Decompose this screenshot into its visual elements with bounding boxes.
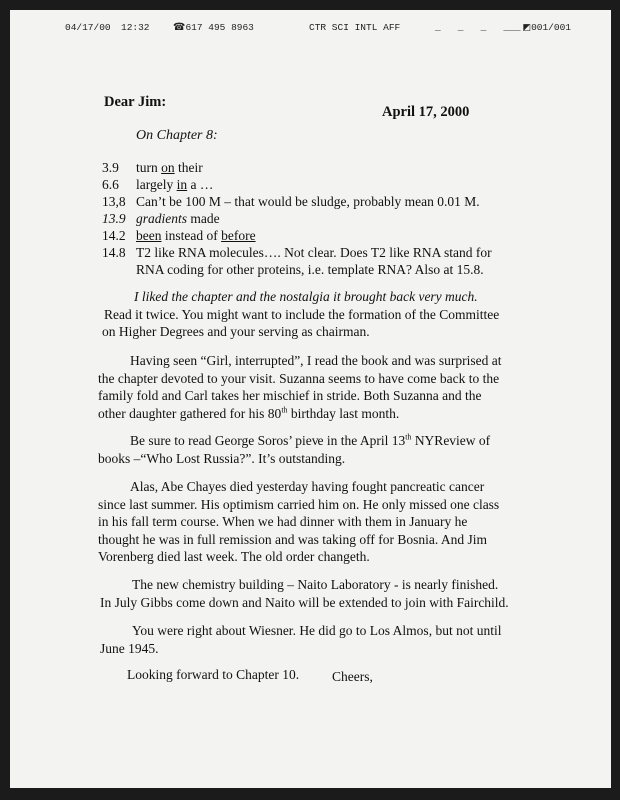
line-text: birthday last month. bbox=[287, 405, 400, 421]
correction-text: instead of bbox=[161, 228, 222, 243]
paragraph-line: in his fall term course. When we had dinner with them in January he bbox=[98, 514, 468, 529]
correction-text: T2 like RNA molecules…. Not clear. Does T2 like RNA stand for bbox=[136, 245, 492, 260]
correction-number: 13.9 bbox=[102, 211, 126, 226]
correction-row bbox=[102, 194, 480, 210]
paragraph-line: thought he was in full remission and was taking off for Bosnia. And Jim bbox=[98, 531, 487, 547]
chapter-heading: On Chapter 8: bbox=[136, 128, 218, 143]
correction-underlined: on bbox=[161, 160, 175, 175]
signoff bbox=[332, 668, 373, 686]
correction-italic: gradients bbox=[136, 211, 188, 226]
paragraph-chemistry-building bbox=[100, 576, 509, 611]
paragraph-chapter-feedback bbox=[102, 288, 499, 341]
fax-date: 04/17/00 bbox=[65, 22, 111, 33]
correction-row bbox=[102, 160, 203, 176]
paragraph-line: since last summer. His optimism carried him on. He only missed one class bbox=[98, 496, 500, 512]
correction-text: their bbox=[174, 160, 203, 175]
letter-date: April 17, 2000 bbox=[382, 104, 470, 120]
paragraph-wiesner bbox=[100, 622, 501, 657]
correction-row bbox=[102, 211, 220, 227]
closing-text: Looking forward to Chapter 10. bbox=[127, 667, 300, 682]
greeting: Dear Jim: bbox=[104, 94, 167, 110]
correction-row bbox=[102, 245, 492, 261]
paragraph-soros bbox=[98, 432, 490, 467]
paragraph-girl-interrupted bbox=[98, 352, 502, 422]
correction-number: 14.2 bbox=[102, 228, 126, 243]
line-text: e in the April 13 bbox=[317, 433, 406, 448]
correction-row-continued bbox=[102, 262, 484, 278]
fax-page-count bbox=[523, 22, 571, 33]
correction-text: Can’t be 100 M – that would be sludge, probably mean 0.01 M. bbox=[136, 194, 480, 209]
fax-phone-number: 617 495 8963 bbox=[185, 22, 254, 33]
paragraph-line: I liked the chapter and the nostalgia it brought back very much. bbox=[134, 289, 478, 304]
fax-blank-lines: _ _ _ ___ bbox=[435, 22, 521, 33]
typo-overstrike: v bbox=[311, 433, 318, 448]
paragraph-line: family fold and Carl takes her mischief in stride. Both Suzanna and the bbox=[98, 388, 482, 403]
paragraph-line: You were right about Wiesner. He did go to Los Almos, but not until bbox=[132, 623, 502, 638]
signoff-text: Cheers, bbox=[332, 669, 373, 684]
correction-text: RNA coding for other proteins, i.e. template RNA? Also at 15.8. bbox=[136, 262, 484, 277]
paragraph-line bbox=[98, 405, 502, 423]
paragraph-line: books –“Who Lost Russia?”. It’s outstanding. bbox=[98, 450, 346, 466]
line-text: other daughter gathered for his 80 bbox=[98, 405, 282, 421]
fax-phone bbox=[173, 22, 254, 33]
paragraph-line bbox=[98, 432, 490, 450]
paragraph-line: Having seen “Girl, interrupted”, I read the book and was surprised at bbox=[130, 353, 502, 368]
telephone-icon: ☎ bbox=[173, 22, 186, 33]
correction-row bbox=[102, 228, 256, 244]
correction-text: largely bbox=[136, 177, 177, 192]
correction-number: 3.9 bbox=[102, 160, 119, 175]
closing-line bbox=[127, 666, 299, 684]
correction-text: a … bbox=[187, 177, 214, 192]
fax-page-icon: ◩ bbox=[522, 23, 532, 33]
correction-number: 14.8 bbox=[102, 245, 126, 260]
fax-page-number: 001/001 bbox=[531, 22, 571, 33]
correction-number: 6.6 bbox=[102, 177, 119, 192]
paragraph-chayes bbox=[98, 478, 499, 566]
fax-sender: CTR SCI INTL AFF bbox=[309, 22, 401, 33]
correction-underlined: been bbox=[136, 228, 162, 243]
correction-underlined: before bbox=[221, 228, 256, 243]
superscript: th bbox=[405, 432, 412, 442]
paragraph-line: the chapter devoted to your visit. Suzanna seems to have come back to the bbox=[98, 370, 500, 386]
correction-text: made bbox=[187, 211, 220, 226]
paragraph-line: The new chemistry building – Naito Laboratory - is nearly finished. bbox=[132, 577, 499, 592]
fax-header bbox=[65, 22, 571, 36]
correction-underlined: in bbox=[176, 177, 188, 192]
line-text: Be sure to read George Soros’ pie bbox=[130, 433, 312, 448]
paragraph-line: on Higher Degrees and your serving as chairman. bbox=[102, 324, 370, 339]
paragraph-line: Alas, Abe Chayes died yesterday having fought pancreatic cancer bbox=[130, 479, 485, 494]
paragraph-line: Read it twice. You might want to include the formation of the Committee bbox=[104, 306, 500, 322]
paragraph-line: Vorenberg died last week. The old order changeth. bbox=[98, 549, 370, 564]
paragraph-line: In July Gibbs come down and Naito will be extended to join with Fairchild. bbox=[100, 594, 509, 610]
letter-page bbox=[10, 10, 611, 788]
correction-text: turn bbox=[136, 160, 162, 175]
correction-row bbox=[102, 177, 213, 193]
line-text: NYReview of bbox=[411, 433, 491, 448]
paragraph-line: June 1945. bbox=[100, 640, 159, 656]
correction-number: 13,8 bbox=[102, 194, 126, 209]
fax-time: 12:32 bbox=[121, 22, 150, 33]
superscript: th bbox=[281, 405, 288, 414]
